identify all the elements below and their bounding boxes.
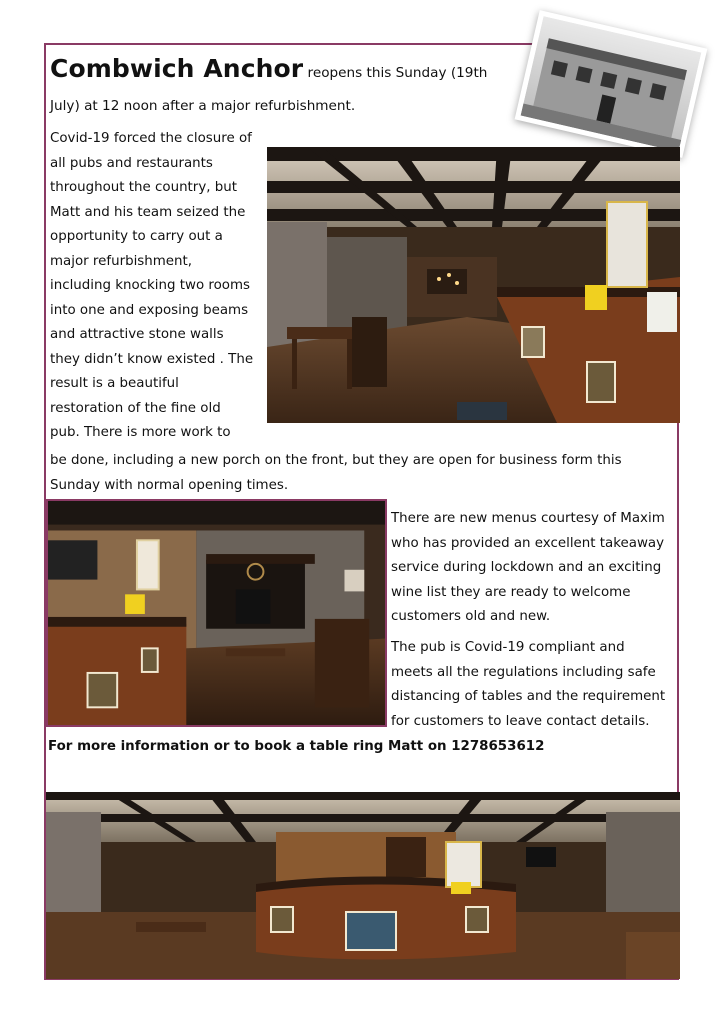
text-line: restoration of the fine old — [50, 400, 221, 416]
text-line: all pubs and restaurants — [50, 155, 213, 171]
text-line: for customers to leave contact details. — [391, 713, 650, 729]
panorama-photo — [46, 792, 680, 979]
text-line: be done, including a new porch on the front, but they are open for business form this — [50, 453, 622, 468]
intro-paragraph — [50, 127, 265, 446]
text-line: they didn’t know existed . The — [50, 351, 254, 367]
text-line: pub. There is more work to — [50, 425, 231, 440]
text-line: into one and exposing beams — [50, 302, 249, 318]
headline-rest-2: July) at 12 noon after a major refurbishment. — [50, 98, 356, 114]
text-line: meets all the regulations including safe — [391, 664, 656, 680]
booking-info: For more information or to book a table ring Matt on 1278653612 — [48, 739, 545, 754]
intro-continuation — [50, 449, 670, 498]
covid-paragraph — [391, 636, 683, 734]
bar-interior-photo — [267, 147, 680, 423]
text-line: Sunday with normal opening times. — [50, 477, 289, 493]
text-line: throughout the country, but — [50, 180, 237, 195]
text-line: who has provided an excellent takeaway — [391, 535, 665, 551]
headline — [50, 52, 510, 124]
menu-paragraph — [391, 507, 683, 630]
text-line: wine list they are ready to welcome — [391, 584, 631, 600]
text-line: There are new menus courtesy of Maxim — [391, 511, 665, 526]
headline-rest-1: reopens this Sunday (19th — [303, 65, 488, 81]
text-line: distancing of tables and the requirement — [391, 689, 666, 704]
text-line: customers old and new. — [391, 609, 551, 624]
text-line: Covid-19 forced the closure of — [50, 131, 252, 146]
text-line: major refurbishment, — [50, 253, 193, 269]
text-line: opportunity to carry out a — [50, 229, 223, 244]
text-line: and attractive stone walls — [50, 327, 224, 342]
text-line: result is a beautiful — [50, 376, 179, 391]
pub-name: Combwich Anchor — [50, 54, 304, 83]
text-line: service during lockdown and an exciting — [391, 560, 662, 575]
text-line: The pub is Covid-19 compliant and — [391, 640, 625, 655]
fireplace-photo — [46, 499, 387, 727]
text-line: Matt and his team seized the — [50, 204, 246, 220]
text-line: including knocking two rooms — [50, 278, 251, 293]
